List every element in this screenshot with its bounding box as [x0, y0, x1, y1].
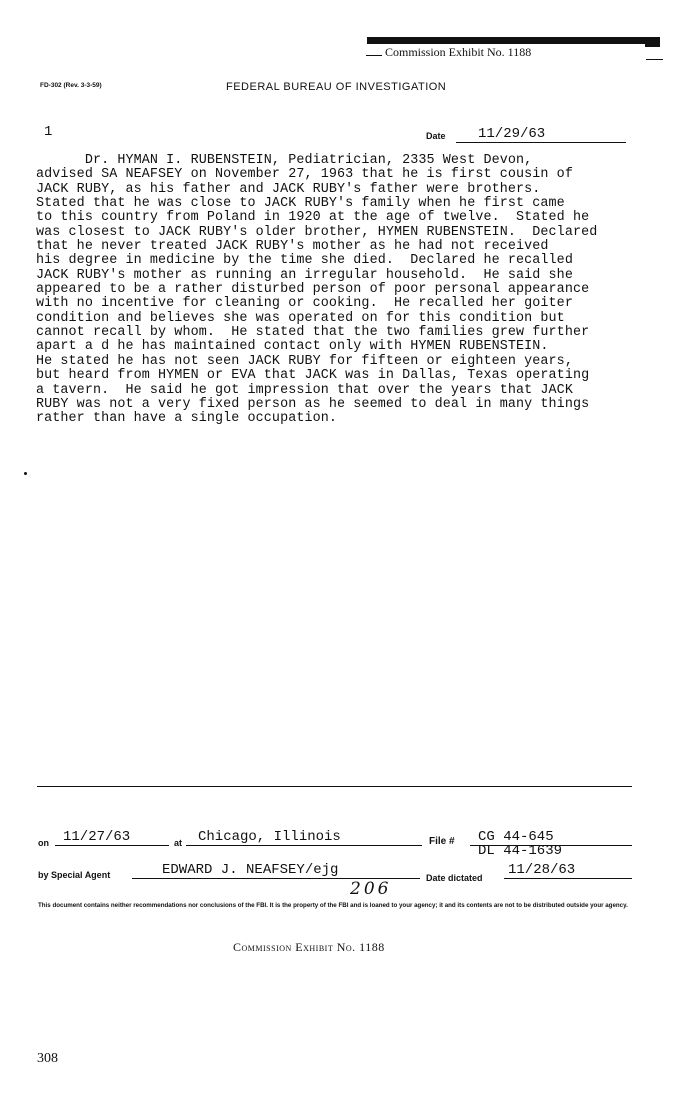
text-line: JACK RUBY's mother as running an irregular household. He said she — [36, 267, 573, 283]
exhibit-caption: Commission Exhibit No. 1188 — [233, 940, 385, 954]
file-number-2: DL 44-1639 — [478, 843, 563, 859]
exhibit-label-top — [366, 45, 531, 60]
top-rule-mark — [645, 37, 660, 47]
text-line: apart a d he has maintained contact only with HYMEN RUBENSTEIN. — [36, 339, 549, 355]
text-line: He stated he has not seen JACK RUBY for fifteen or eighteen years, — [36, 353, 573, 369]
text-line: Dr. HYMAN I. RUBENSTEIN, Pediatrician, 2335 West Devon, — [36, 153, 533, 168]
page-number-bottom: 308 — [37, 1051, 58, 1066]
agency-title: FEDERAL BUREAU OF INVESTIGATION — [226, 81, 447, 93]
text-line: to this country from Poland in 1920 at the age of twelve. Stated he — [36, 210, 590, 226]
text-line: his degree in medicine by the time she died. Declared he recalled — [36, 253, 573, 269]
right-dash — [646, 59, 663, 60]
text-line: but heard from HYMEN or EVA that JACK was in Dallas, Texas operating — [36, 368, 590, 384]
dictated-date: 11/28/63 — [504, 862, 632, 879]
agent-label: by Special Agent — [38, 870, 111, 880]
agent-name: EDWARD J. NEAFSEY/ejg — [132, 862, 420, 879]
date-label: Date — [426, 131, 446, 141]
at-label: at — [174, 838, 183, 848]
form-number: FD-302 (Rev. 3-3-59) — [40, 82, 102, 89]
text-line: JACK RUBY, as his father and JACK RUBY's father were brothers. — [36, 181, 541, 197]
exhibit-label-text: Commission Exhibit No. 1188 — [385, 45, 532, 59]
top-rule — [367, 37, 660, 44]
text-line: with no incentive for cleaning or cooking. He recalled her goiter — [36, 296, 573, 312]
text-line: advised SA NEAFSEY on November 27, 1963 that he is first cousin of — [36, 167, 573, 183]
handwritten-number: 206 — [350, 879, 392, 899]
text-line: RUBY was not a very fixed person as he seemed to deal in many things — [36, 396, 590, 412]
exhibit-blank — [366, 55, 382, 56]
text-line: appeared to be a rather disturbed person of poor personal appearance — [36, 282, 590, 298]
file-label: File # — [429, 836, 455, 847]
stray-mark — [24, 472, 27, 475]
text-line: condition and believes she was operated on for this condition but — [36, 310, 565, 326]
on-label: on — [38, 838, 49, 848]
text-line: cannot recall by whom. He stated that the two families grew further — [36, 325, 590, 341]
page-number-top: 1 — [44, 124, 53, 140]
text-line: Stated that he was close to JACK RUBY's family when he first came — [36, 196, 565, 212]
dictated-label: Date dictated — [426, 873, 483, 883]
text-line: rather than have a single occupation. — [36, 411, 338, 427]
text-line: a tavern. He said he got impression that over the years that JACK — [36, 382, 573, 398]
interview-date: 11/27/63 — [55, 829, 169, 846]
text-line: that he never treated JACK RUBY's mother as he had not received — [36, 239, 549, 255]
disclaimer: This document contains neither recommendations nor conclusions of the FBI. It is the property of the FBI and is loaned to your agency; it and its contents are not to be distributed outside your agency. — [38, 902, 628, 909]
footer-rule — [37, 786, 632, 787]
date-value: 11/29/63 — [456, 126, 626, 143]
file-number-1: CG 44-645 — [470, 829, 632, 846]
interview-text — [36, 154, 636, 427]
interview-place: Chicago, Illinois — [186, 829, 422, 846]
text-line: was closest to JACK RUBY's older brother, HYMEN RUBENSTEIN. Declared — [36, 224, 598, 240]
